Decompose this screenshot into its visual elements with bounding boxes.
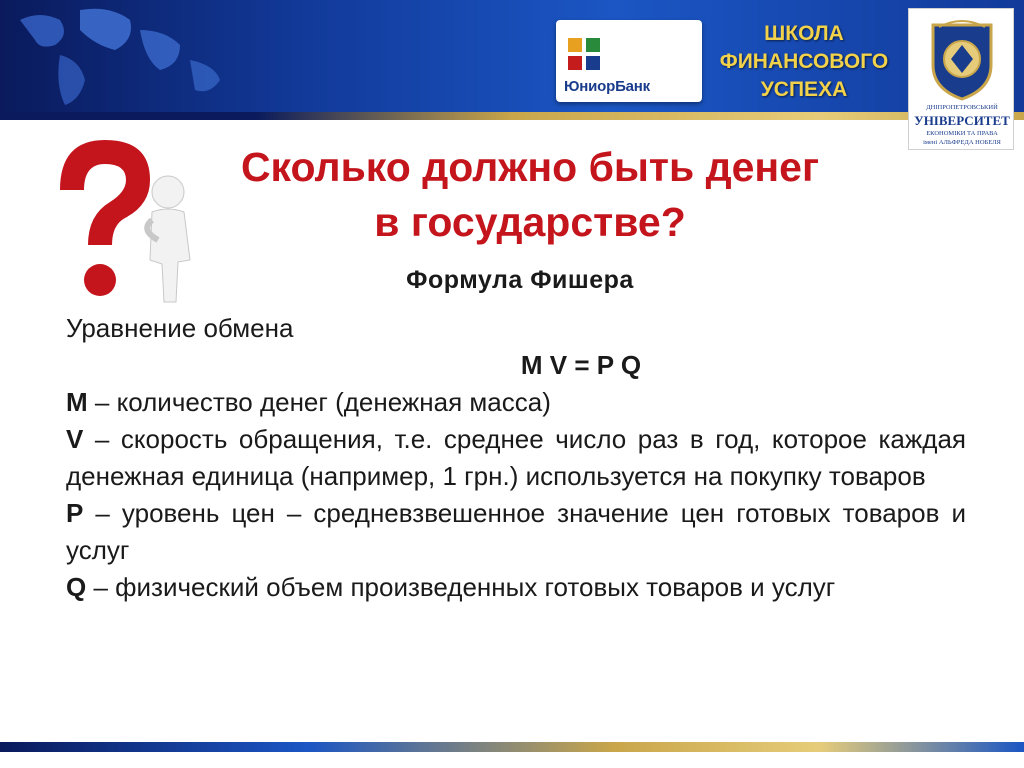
slide-title-line: в государстве?	[374, 199, 686, 245]
body-text	[66, 310, 966, 606]
university-name-line: імені АЛЬФРЕДА НОБЕЛЯ	[923, 139, 1001, 146]
definition-text: – количество денег (денежная масса)	[87, 387, 551, 417]
definition-m	[66, 384, 966, 421]
bank-name: ЮниорБанк	[564, 78, 650, 95]
definition-symbol: Q	[66, 572, 87, 602]
bank-logo	[556, 20, 702, 102]
definition-symbol: M	[66, 387, 88, 417]
university-name-line: ДНІПРОПЕТРОВСЬКИЙ	[926, 104, 998, 111]
definition-symbol: P	[66, 498, 84, 528]
university-name-line: ЕКОНОМІКИ ТА ПРАВА	[926, 130, 998, 137]
bank-logo-icon	[566, 36, 602, 72]
university-crest-icon	[929, 15, 995, 101]
definition-text: – физический объем произведенных готовых товаров и услуг	[86, 572, 836, 602]
definition-v	[66, 421, 966, 495]
school-title-line: ФИНАНСОВОГО	[719, 50, 889, 73]
definition-text: – уровень цен – средневзвешенное значение цен готовых товаров и услуг	[66, 498, 966, 565]
header-stripe	[0, 112, 1024, 120]
school-title-line: УСПЕХА	[760, 78, 848, 101]
university-name-line: УНІВЕРСИТЕТ	[914, 113, 1010, 128]
formula: M V = P Q	[520, 350, 642, 380]
definition-text: – скорость обращения, т.е. среднее число раз в год, которое каждая денежная единица (например, 1 грн.) используется на покупку товаров	[66, 424, 966, 491]
subtitle: Формула Фишера	[406, 266, 634, 294]
university-logo	[908, 8, 1014, 150]
slide-title-line: Сколько должно быть денег	[240, 144, 820, 190]
slide-title	[160, 140, 900, 250]
school-title	[706, 20, 902, 104]
intro-line: Уравнение обмена	[66, 313, 294, 343]
school-title-line: ШКОЛА	[764, 22, 844, 45]
footer-stripe	[0, 742, 1024, 752]
definition-symbol: V	[66, 424, 84, 454]
world-map-icon	[0, 0, 270, 112]
definition-p	[66, 495, 966, 569]
definition-q	[66, 569, 966, 606]
